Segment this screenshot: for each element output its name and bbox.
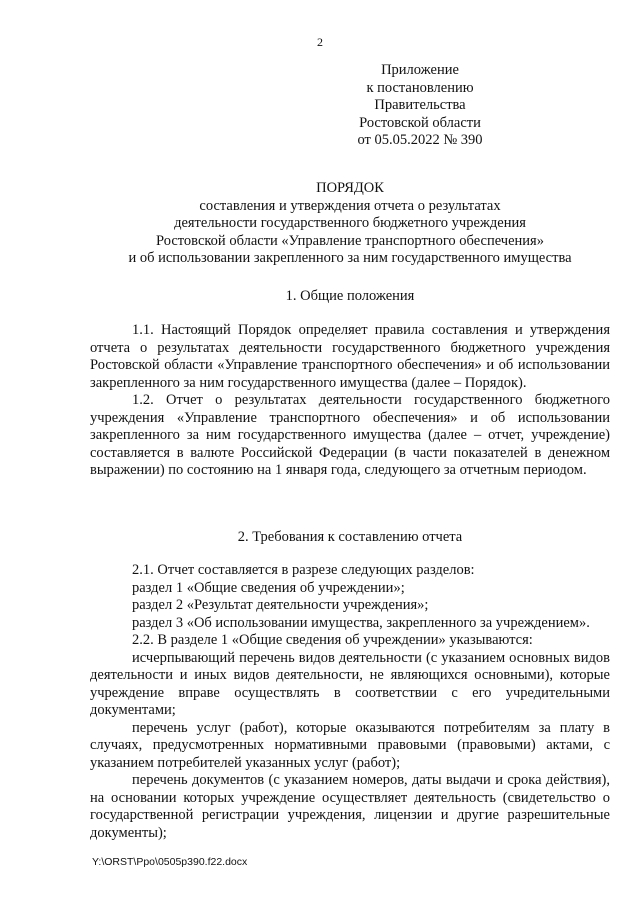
paragraph: раздел 1 «Общие сведения об учреждении»; [132, 579, 405, 596]
title-line: деятельности государственного бюджетного учреждения [174, 215, 526, 231]
appendix-line: от 05.05.2022 № 390 [357, 132, 483, 148]
paragraph: 1.2. Отчет о результатах деятельности государственного бюджетного учреждения «Управление транспортного обеспечения» и об использовании закрепленного за ним государственного имущества (далее – отчет, учреждение) составляется в валюте Российской Федерации (в части показателей в денежном выражении) по состоянию на 1 января года, следующего за отчетным периодом. [90, 392, 610, 478]
paragraph: перечень документов (с указанием номеров, даты выдачи и срока действия), на основании которых учреждение осуществляет деятельность (свидетельство о государственной регистрации учреждения, лицензии и другие разрешительные документы); [90, 772, 610, 841]
file-path-footer: Y:\ORST\Ppo\0505p390.f22.docx [92, 856, 248, 868]
section-1-body [90, 322, 610, 480]
appendix-line: Правительства [374, 97, 466, 113]
section-2-heading: 2. Требования к составлению отчета [237, 529, 463, 545]
title-line: и об использовании закрепленного за ним государственного имущества [128, 250, 572, 266]
title-heading: ПОРЯДОК [316, 180, 384, 196]
title-line: Ростовской области «Управление транспортного обеспечения» [156, 232, 544, 249]
appendix-line: Приложение [381, 62, 459, 78]
paragraph: 2.1. Отчет составляется в разрезе следующих разделов: [132, 562, 475, 578]
paragraph: раздел 3 «Об использовании имущества, закрепленного за учреждением». [132, 614, 590, 631]
paragraph: раздел 2 «Результат деятельности учреждения»; [132, 597, 429, 613]
appendix-block [290, 62, 550, 150]
appendix-line: Ростовской области [359, 114, 481, 131]
section-1-heading: 1. Общие положения [285, 288, 415, 304]
paragraph: 1.1. Настоящий Порядок определяет правила составления и утверждения отчета о результатах деятельности государственного бюджетного учреждения Ростовской области «Управление транспортного обеспечения» и об использовании закрепленного за ним государственного имущества (далее – Порядок). [90, 322, 610, 391]
title-line: составления и утверждения отчета о результатах [199, 197, 501, 214]
paragraph: перечень услуг (работ), которые оказываются потребителям за плату в случаях, предусмотренных нормативными правовыми (правовыми) актами, с указанием потребителей указанных услуг (работ); [90, 719, 610, 771]
document-title [90, 180, 610, 268]
appendix-line: к постановлению [366, 79, 474, 96]
paragraph: 2.2. В разделе 1 «Общие сведения об учреждении» указываются: [132, 632, 533, 648]
page-number: 2 [317, 35, 323, 49]
paragraph: исчерпывающий перечень видов деятельности (с указанием основных видов деятельности и иных видов деятельности, не являющихся основными), которые учреждение вправе осуществлять в соответствии с его учредительными документами; [90, 649, 610, 718]
section-2-body [90, 562, 610, 842]
